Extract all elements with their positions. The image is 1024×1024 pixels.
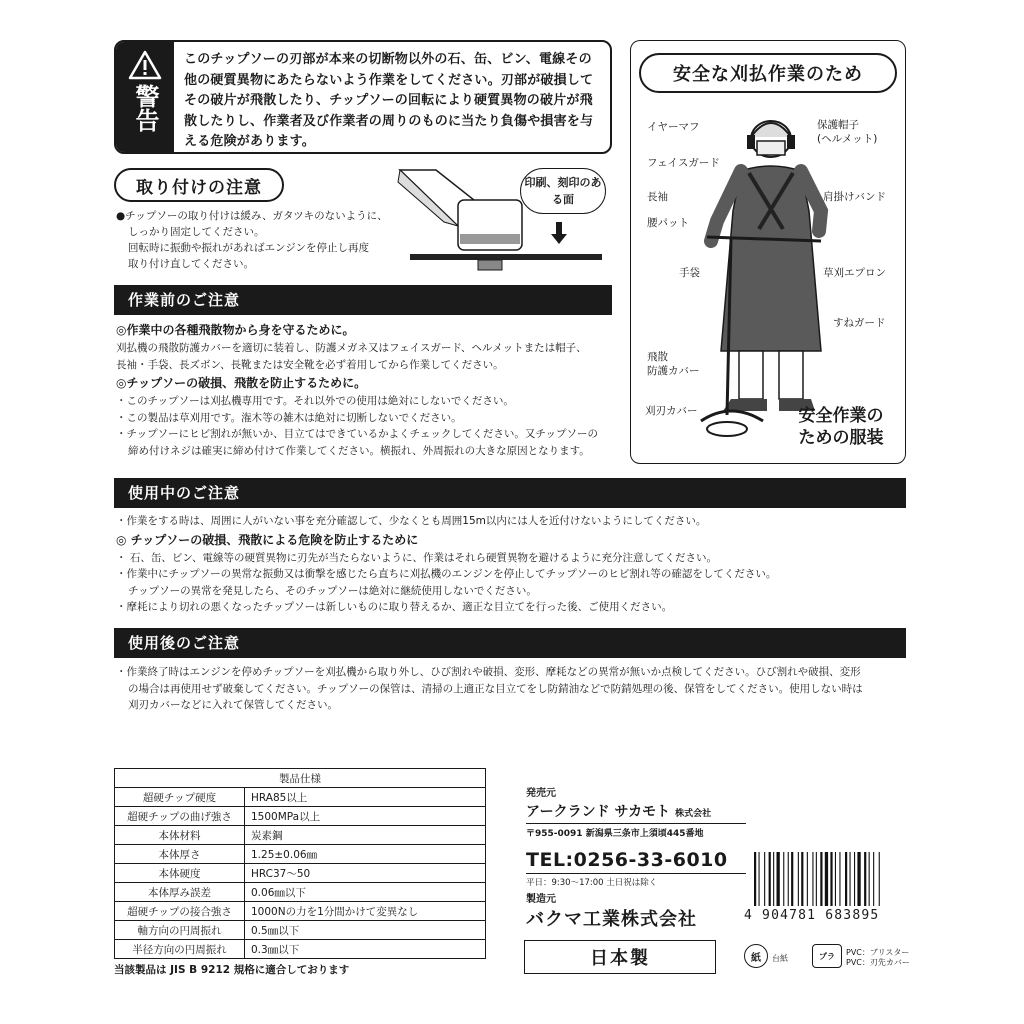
- label-sleeves: 長袖: [647, 191, 668, 203]
- barcode-bar: [825, 852, 828, 906]
- spec-title: 製品仕様: [115, 769, 486, 788]
- during-item: ・ 石、缶、ビン、電線等の硬質異物に刃先が当たらないように、作業はそれら硬質異物を避けるように充分注意してください。: [116, 551, 717, 564]
- barcode-bar: [769, 852, 771, 906]
- seller-hours: 平日：9:30～17:00 土日祝は除く: [526, 878, 658, 888]
- barcode-bar: [807, 852, 808, 906]
- spec-key: 超硬チップ硬度: [115, 788, 245, 807]
- spec-key: 本体厚さ: [115, 845, 245, 864]
- divider: [526, 823, 746, 824]
- label-shoulder: 肩掛けバンド: [823, 191, 886, 203]
- spec-value: 1000Nの力を1分間かけて変異なし: [245, 902, 486, 921]
- spec-key: 本体硬度: [115, 864, 245, 883]
- spec-value: 0.06㎜以下: [245, 883, 486, 902]
- label-earmuff: イヤーマフ: [647, 121, 700, 133]
- label-apron: 草刈エプロン: [823, 267, 886, 279]
- barcode-number: 4 904781 683895: [744, 908, 880, 923]
- after-title: 使用後のご注意: [114, 628, 906, 658]
- spec-row: [115, 864, 486, 883]
- spec-row: [115, 883, 486, 902]
- before-p1a: 刈払機の飛散防護カバーを適切に装着し、防護メガネ又はフェイスガード、ヘルメットまたは帽子、: [116, 342, 587, 354]
- stamp-label: 印刷、刻印のある面: [520, 168, 606, 214]
- barcode-bar: [850, 852, 851, 906]
- after-line: ・作業終了時はエンジンを停めチップソーを刈払機から取り外し、ひび割れや破損、変形、摩耗などの異常が無いか点検してください。ひび割れや破損、変形: [116, 666, 861, 678]
- barcode-bar: [839, 852, 840, 906]
- spec-row: [115, 921, 486, 940]
- during-item: ・作業中にチップソーの異常な振動又は衝撃を感じたら直ちに刈払機のエンジンを停止してチップソーのヒビ割れ等の確認をしてください。: [116, 568, 777, 580]
- barcode-bar: [788, 852, 789, 906]
- origin-label: 日本製: [524, 940, 716, 974]
- after-section: [116, 664, 908, 714]
- barcode-bar: [873, 852, 874, 906]
- spec-value: HRC37～50: [245, 864, 486, 883]
- seller-company-suffix: 株式会社: [675, 809, 712, 819]
- during-sub: ◎ チップソーの破損、飛散による危険を防止するために: [116, 532, 419, 547]
- spec-key: 超硬チップの曲げ強さ: [115, 807, 245, 826]
- spec-key: 本体厚み誤差: [115, 883, 245, 902]
- install-line: 回転時に振動や振れがあればエンジンを停止し再度: [128, 242, 369, 254]
- barcode-bar: [857, 852, 860, 906]
- install-line: しっかり固定してください。: [128, 226, 265, 238]
- barcode-bar: [801, 852, 803, 906]
- paper-recycle-icon: 紙: [744, 944, 768, 968]
- during-item: ・摩耗により切れの悪くなったチップソーは新しいものに取り替えるか、適正な目立てを行った後、ご使用ください。: [116, 601, 673, 613]
- maker-label: 製造元: [526, 894, 556, 905]
- maker-block: [526, 890, 746, 931]
- barcode-bar: [845, 852, 847, 906]
- before-item: ・この製品は草刈用です。潅木等の雑木は絶対に切断しないでください。: [116, 411, 462, 424]
- seller-company-name: アークランド サカモト: [526, 804, 671, 820]
- label-helmet-sub: (ヘルメット): [817, 133, 878, 145]
- warning-side: [116, 42, 174, 152]
- spec-value: 0.3㎜以下: [245, 940, 486, 959]
- spec-table: [114, 768, 486, 959]
- barcode-bar: [879, 852, 880, 906]
- barcode-bar: [773, 852, 774, 906]
- barcode-bar: [830, 852, 832, 906]
- barcode-bar: [864, 852, 866, 906]
- seller-label: 発売元: [526, 788, 556, 799]
- label-helmet: 保護帽子: [817, 119, 859, 131]
- divider: [526, 873, 746, 874]
- warning-text: このチップソーの刃部が本来の切断物以外の石、缶、ビン、電線その他の硬質異物にあたらないよう作業をしてください。刃部が破損してその破片が飛散したり、チップソーの回転により硬質異物の破片が飛散したりし、作業者及び作業者の周りのものに当たり負傷や損害を与える危険があります。: [184, 52, 594, 149]
- label-shin: すねガード: [833, 317, 886, 329]
- spec-value: 0.5㎜以下: [245, 921, 486, 940]
- spec-row: [115, 940, 486, 959]
- install-line: ●チップソーの取り付けは緩み、ガタツキのないように、: [116, 210, 388, 222]
- spec-value: 1.25±0.06㎜: [245, 845, 486, 864]
- spec-row: [115, 788, 486, 807]
- label-hippad: 腰パット: [647, 217, 689, 229]
- spec-value: HRA85以上: [245, 788, 486, 807]
- before-title: 作業前のご注意: [114, 285, 612, 315]
- during-item: チップソーの異常を発見したら、そのチップソーは絶対に継続使用しないでください。: [128, 584, 537, 597]
- install-title: 取り付けの注意: [114, 168, 284, 202]
- barcode-bar: [754, 852, 756, 906]
- label-cover: 飛散: [647, 351, 668, 363]
- during-section: [116, 513, 908, 616]
- before-p1b: 長袖・手袋、長ズボン、長靴または安全靴を必ず着用してから作業してください。: [116, 358, 504, 371]
- barcode-bar: [820, 852, 822, 906]
- spec-key: 超硬チップの接合強さ: [115, 902, 245, 921]
- safety-caption-line: 安全作業の: [798, 406, 884, 426]
- spec-row: [115, 845, 486, 864]
- maker-company: バクマ工業株式会社: [526, 909, 697, 930]
- before-item: 締め付けネジは確実に締め付けて作業してください。横振れ、外周振れの大きな原因となります。: [128, 444, 590, 457]
- after-line: の場合は再使用せず破棄してください。チップソーの保管は、清掃の上適正な目立てをし防錆油などで防錆処理の後、保管をしてください。使用しない時は: [128, 682, 863, 695]
- warning-box: [114, 40, 612, 154]
- label-cover-sub: 防護カバー: [647, 365, 700, 377]
- spec-value: 1500MPa以上: [245, 807, 486, 826]
- before-sub2: ◎チップソーの破損、飛散を防止するために。: [116, 376, 367, 390]
- recycle-pvc-line: PVC：ブリスター: [846, 948, 910, 957]
- recycle-paper: 台紙: [772, 954, 788, 963]
- spec-row: [115, 826, 486, 845]
- barcode-bar: [759, 852, 760, 906]
- during-title: 使用中のご注意: [114, 478, 906, 508]
- barcode-bar: [791, 852, 793, 906]
- before-sub1: ◎作業中の各種飛散物から身を守るために。: [116, 323, 355, 337]
- barcode-bar: [798, 852, 799, 906]
- warning-triangle-icon: [128, 50, 162, 80]
- safety-caption-line: ための服装: [798, 428, 884, 448]
- before-item: ・チップソーにヒビ割れが無いか、目立てはできているかよくチェックしてください。又チップソーの: [116, 428, 599, 440]
- seller-address: 〒955-0091 新潟県三条市上須頃445番地: [526, 829, 704, 839]
- after-line: 刈刃カバーなどに入れて保管してください。: [128, 699, 338, 711]
- during-item: ・作業をする時は、周囲に人がいない事を充分確認して、少なくとも周囲15m以内には人を近付けないようにしてください。: [116, 515, 707, 527]
- barcode-bar: [777, 852, 780, 906]
- spec-key: 軸方向の円周振れ: [115, 921, 245, 940]
- barcode-bar: [764, 852, 765, 906]
- recycle-pvc-line: PVC：刃先カバー: [846, 958, 910, 967]
- spec-note: 当該製品は JIS B 9212 規格に適合しております: [114, 964, 350, 976]
- barcode-bar: [783, 852, 784, 906]
- warning-label: 警告: [131, 84, 159, 132]
- spec-row: [115, 902, 486, 921]
- before-item: ・このチップソーは刈払機専用です。それ以外での使用は絶対にしないでください。: [116, 395, 514, 407]
- label-gloves: 手袋: [679, 267, 700, 279]
- barcode-bar: [869, 852, 870, 906]
- seller-company: [526, 801, 746, 821]
- recycle-pvc: [846, 948, 910, 968]
- barcode-bar: [812, 852, 813, 906]
- install-text: [116, 208, 406, 272]
- spec-key: 半径方向の円周振れ: [115, 940, 245, 959]
- before-section: [116, 320, 616, 459]
- barcode: [752, 852, 912, 906]
- seller-block: [526, 784, 746, 888]
- spec-key: 本体材料: [115, 826, 245, 845]
- barcode-bar: [835, 852, 836, 906]
- safety-title: 安全な刈払作業のため: [639, 53, 897, 93]
- barcode-bar: [816, 852, 817, 906]
- safety-panel: [630, 40, 906, 464]
- spec-row: [115, 807, 486, 826]
- plastic-recycle-icon: プラ: [812, 944, 842, 968]
- seller-tel: TEL:0256-33-6010: [526, 849, 728, 871]
- barcode-bar: [854, 852, 855, 906]
- install-line: 取り付け直してください。: [128, 258, 254, 270]
- label-bladecover: 刈刃カバー: [645, 405, 698, 417]
- label-faceguard: フェイスガード: [647, 157, 720, 169]
- safety-caption: [781, 405, 901, 449]
- spec-value: 炭素鋼: [245, 826, 486, 845]
